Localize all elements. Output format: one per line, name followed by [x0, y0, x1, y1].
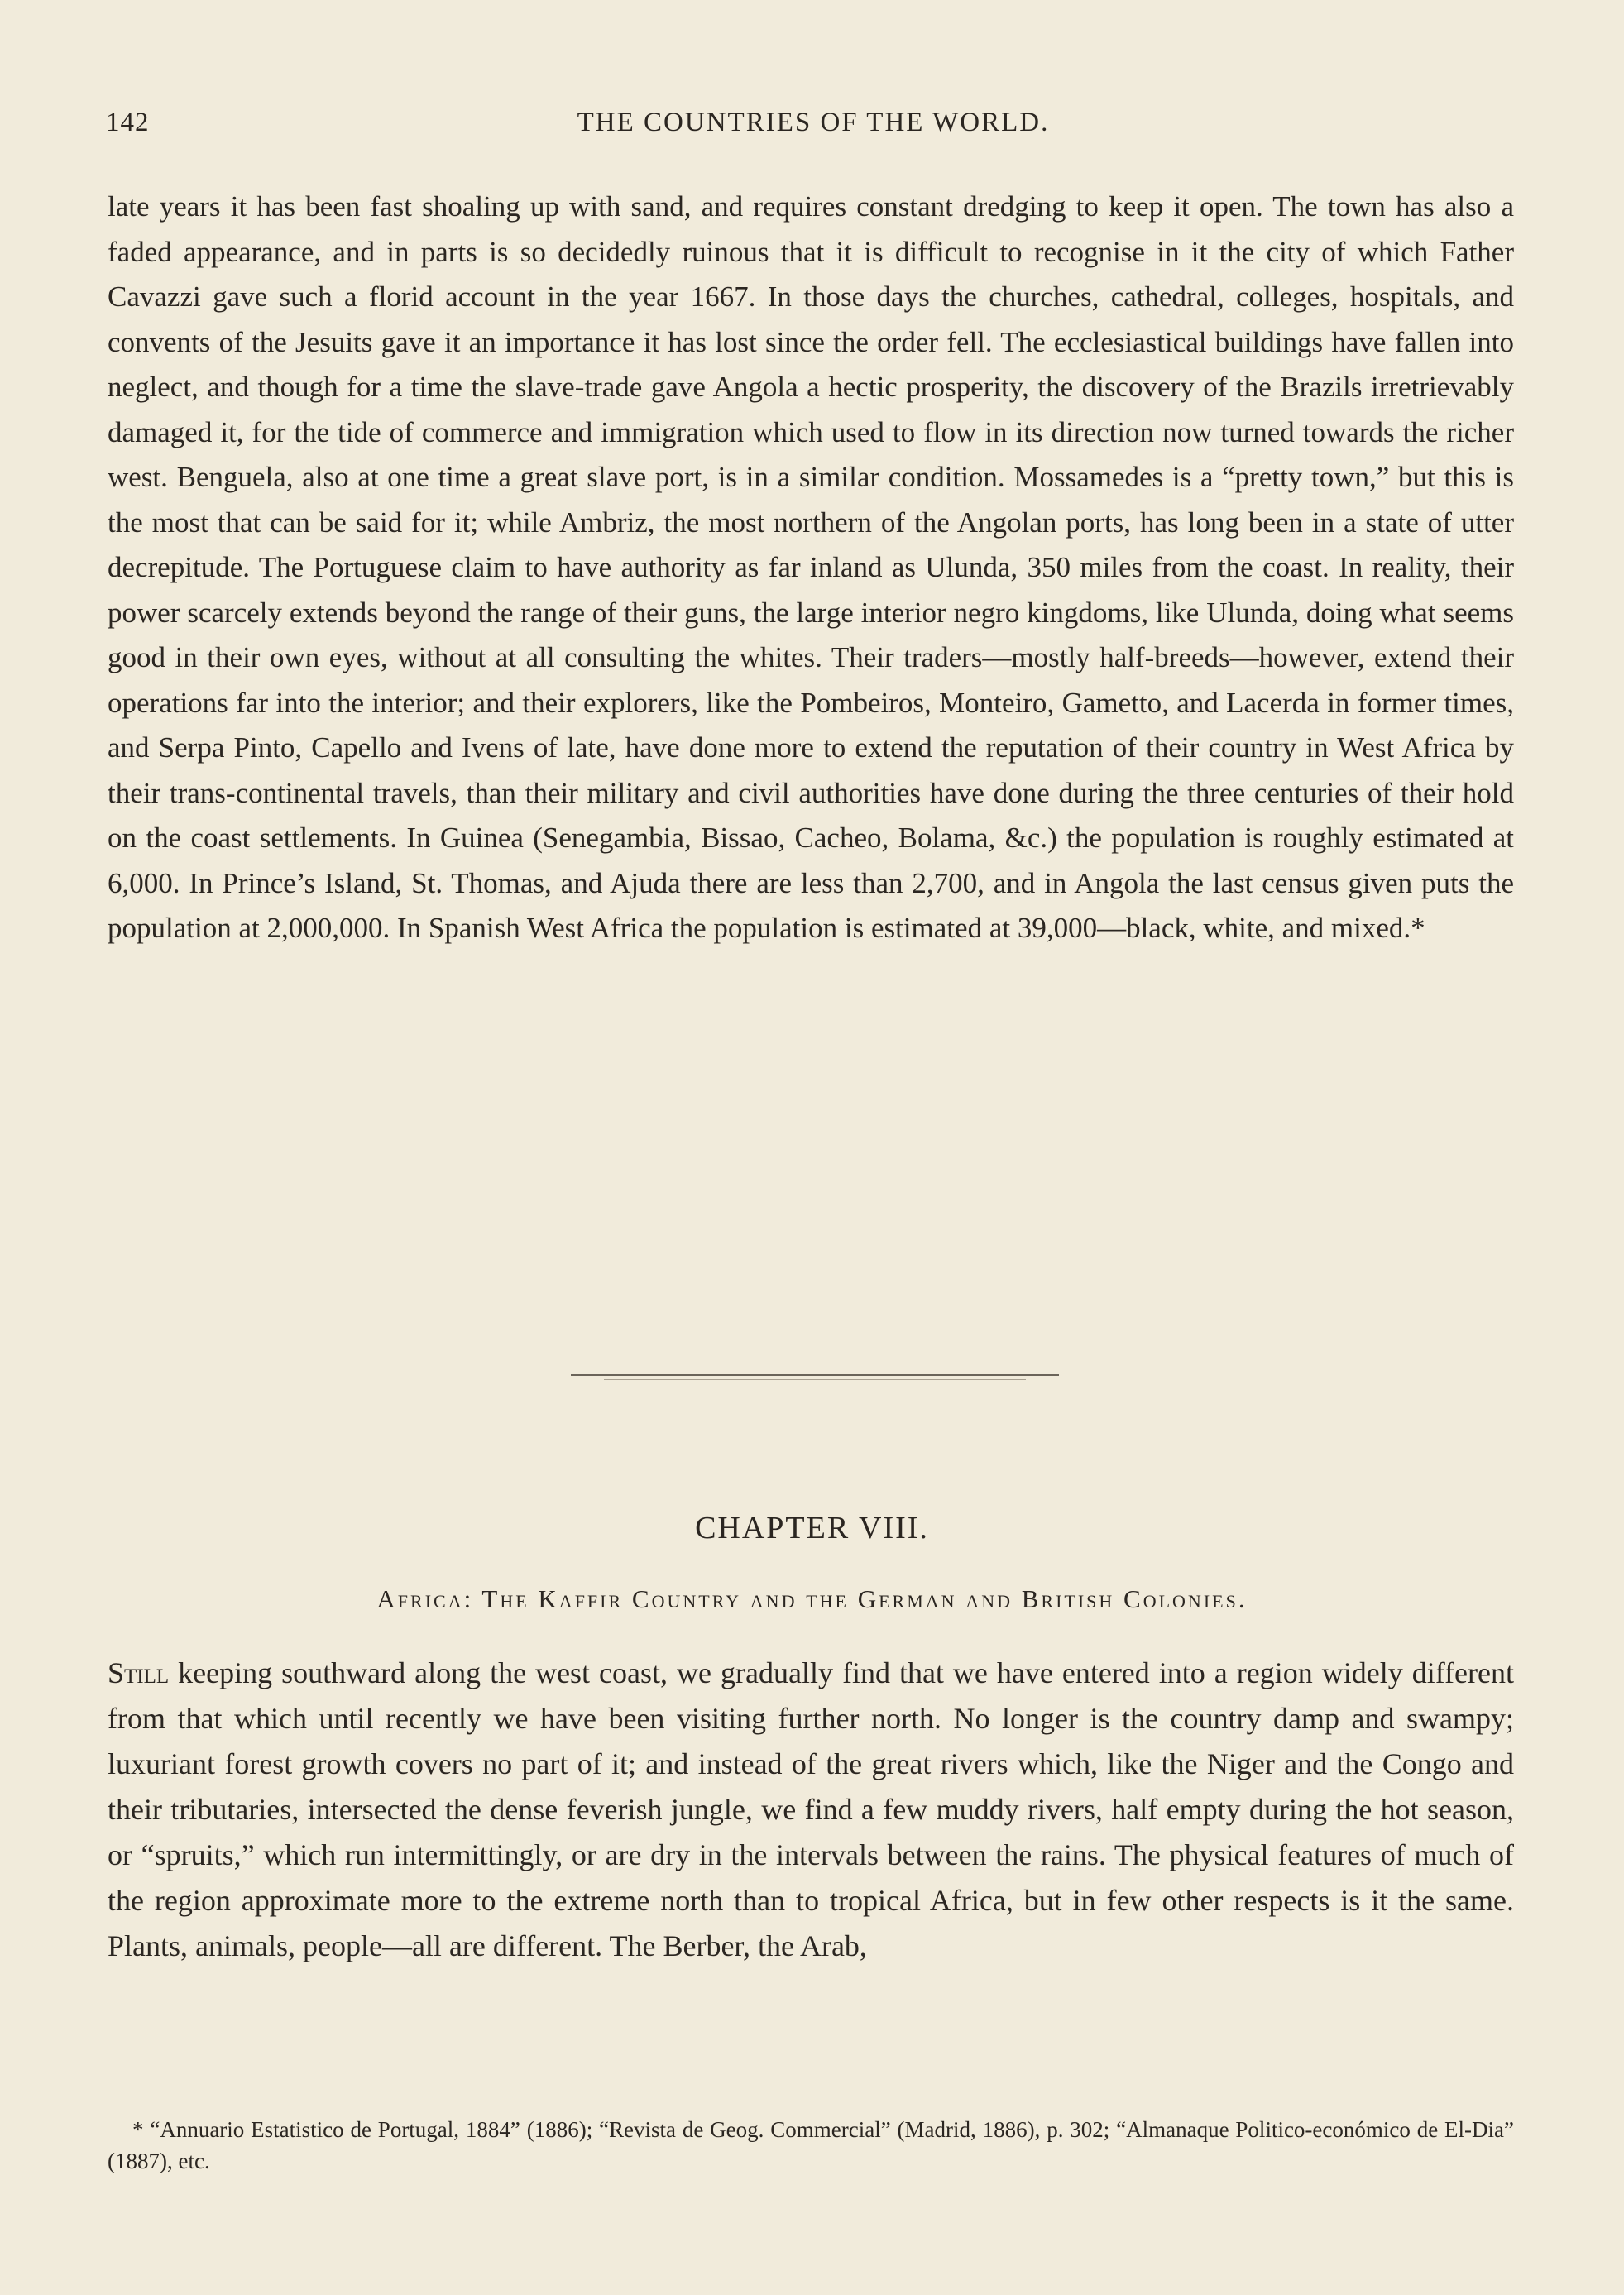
running-title: THE COUNTRIES OF THE WORLD. [577, 108, 1050, 137]
paragraph-text: keeping southward along the west coast, we gradually find that we have entered into a region widely different from that which until recently we have been visiting further north. No longer is the country damp and swampy; luxuriant forest growth covers no part of it; and instead of the great rivers which, like the Niger and the Congo and their tributaries, intersected the dense feverish jungle, we find a few muddy rivers, half empty during the hot season, or “spruits,” which run intermittingly, or are dry in the intervals between the rains. The physical features of much of the region approximate more to the extreme north than to tropical Africa, but in few other respects is it the same. Plants, animals, people—all are different. The Berber, the Arab, [108, 1656, 1514, 1962]
footnote: * “Annuario Estatistico de Portugal, 1884” (1886); “Revista de Geog. Commercial” (Madrid, 1886), p. 302; “Almanaque Politico-económico de El-Dia” (1887), etc. [108, 2117, 1514, 2173]
section-divider [571, 1374, 1059, 1376]
running-head [106, 108, 1521, 144]
continued-paragraph: late years it has been fast shoaling up with sand, and requires constant dredging to keep it open. The town has also a faded appearance, and in parts is so decidedly ruinous that it is difficult to recognise in it the city of which Father Cavazzi gave such a florid account in the year 1667. In those days the churches, cathedral, colleges, hospitals, and convents of the Jesuits gave it an importance it has lost since the order fell. The ecclesiastical buildings have fallen into neglect, and though for a time the slave-trade gave Angola a hectic prosperity, the discovery of the Brazils irretrievably damaged it, for the tide of commerce and immigration which used to flow in its direction now turned towards the richer west. Benguela, also at one time a great slave port, is in a similar condition. Mossamedes is a “pretty town,” but this is the most that can be said for it; while Ambriz, the most northern of the Angolan ports, has long been in a state of utter decrepitude. The Portuguese claim to have authority as far inland as Ulunda, 350 miles from the coast. In reality, their power scarcely extends beyond the range of their guns, the large interior negro kingdoms, like Ulunda, doing what seems good in their own eyes, without at all consulting the whites. Their traders—mostly half-breeds—however, extend their operations far into the interior; and their explorers, like the Pombeiros, Monteiro, Gametto, and Lacerda in former times, and Serpa Pinto, Capello and Ivens of late, have done more to extend the reputation of their country in West Africa by their trans-continental travels, than their military and civil authorities have done during the three centuries of their hold on the coast settlements. In Guinea (Senegambia, Bissao, Cacheo, Bolama, &c.) the population is roughly estimated at 6,000. In Prince’s Island, St. Thomas, and Ajuda there are less than 2,700, and in Angola the last census given puts the population at 2,000,000. In Spanish West Africa the population is estimated at 39,000—black, white, and mixed.* [108, 190, 1514, 944]
chapter-opening-paragraph [108, 1651, 1514, 1969]
chapter-heading: CHAPTER VIII. [695, 1511, 929, 1545]
paragraph-lead-word: Still [108, 1656, 170, 1689]
chapter-subtitle: Africa: The Kaffir Country and the German and British Colonies. [376, 1584, 1248, 1613]
page-number: 142 [106, 108, 150, 137]
